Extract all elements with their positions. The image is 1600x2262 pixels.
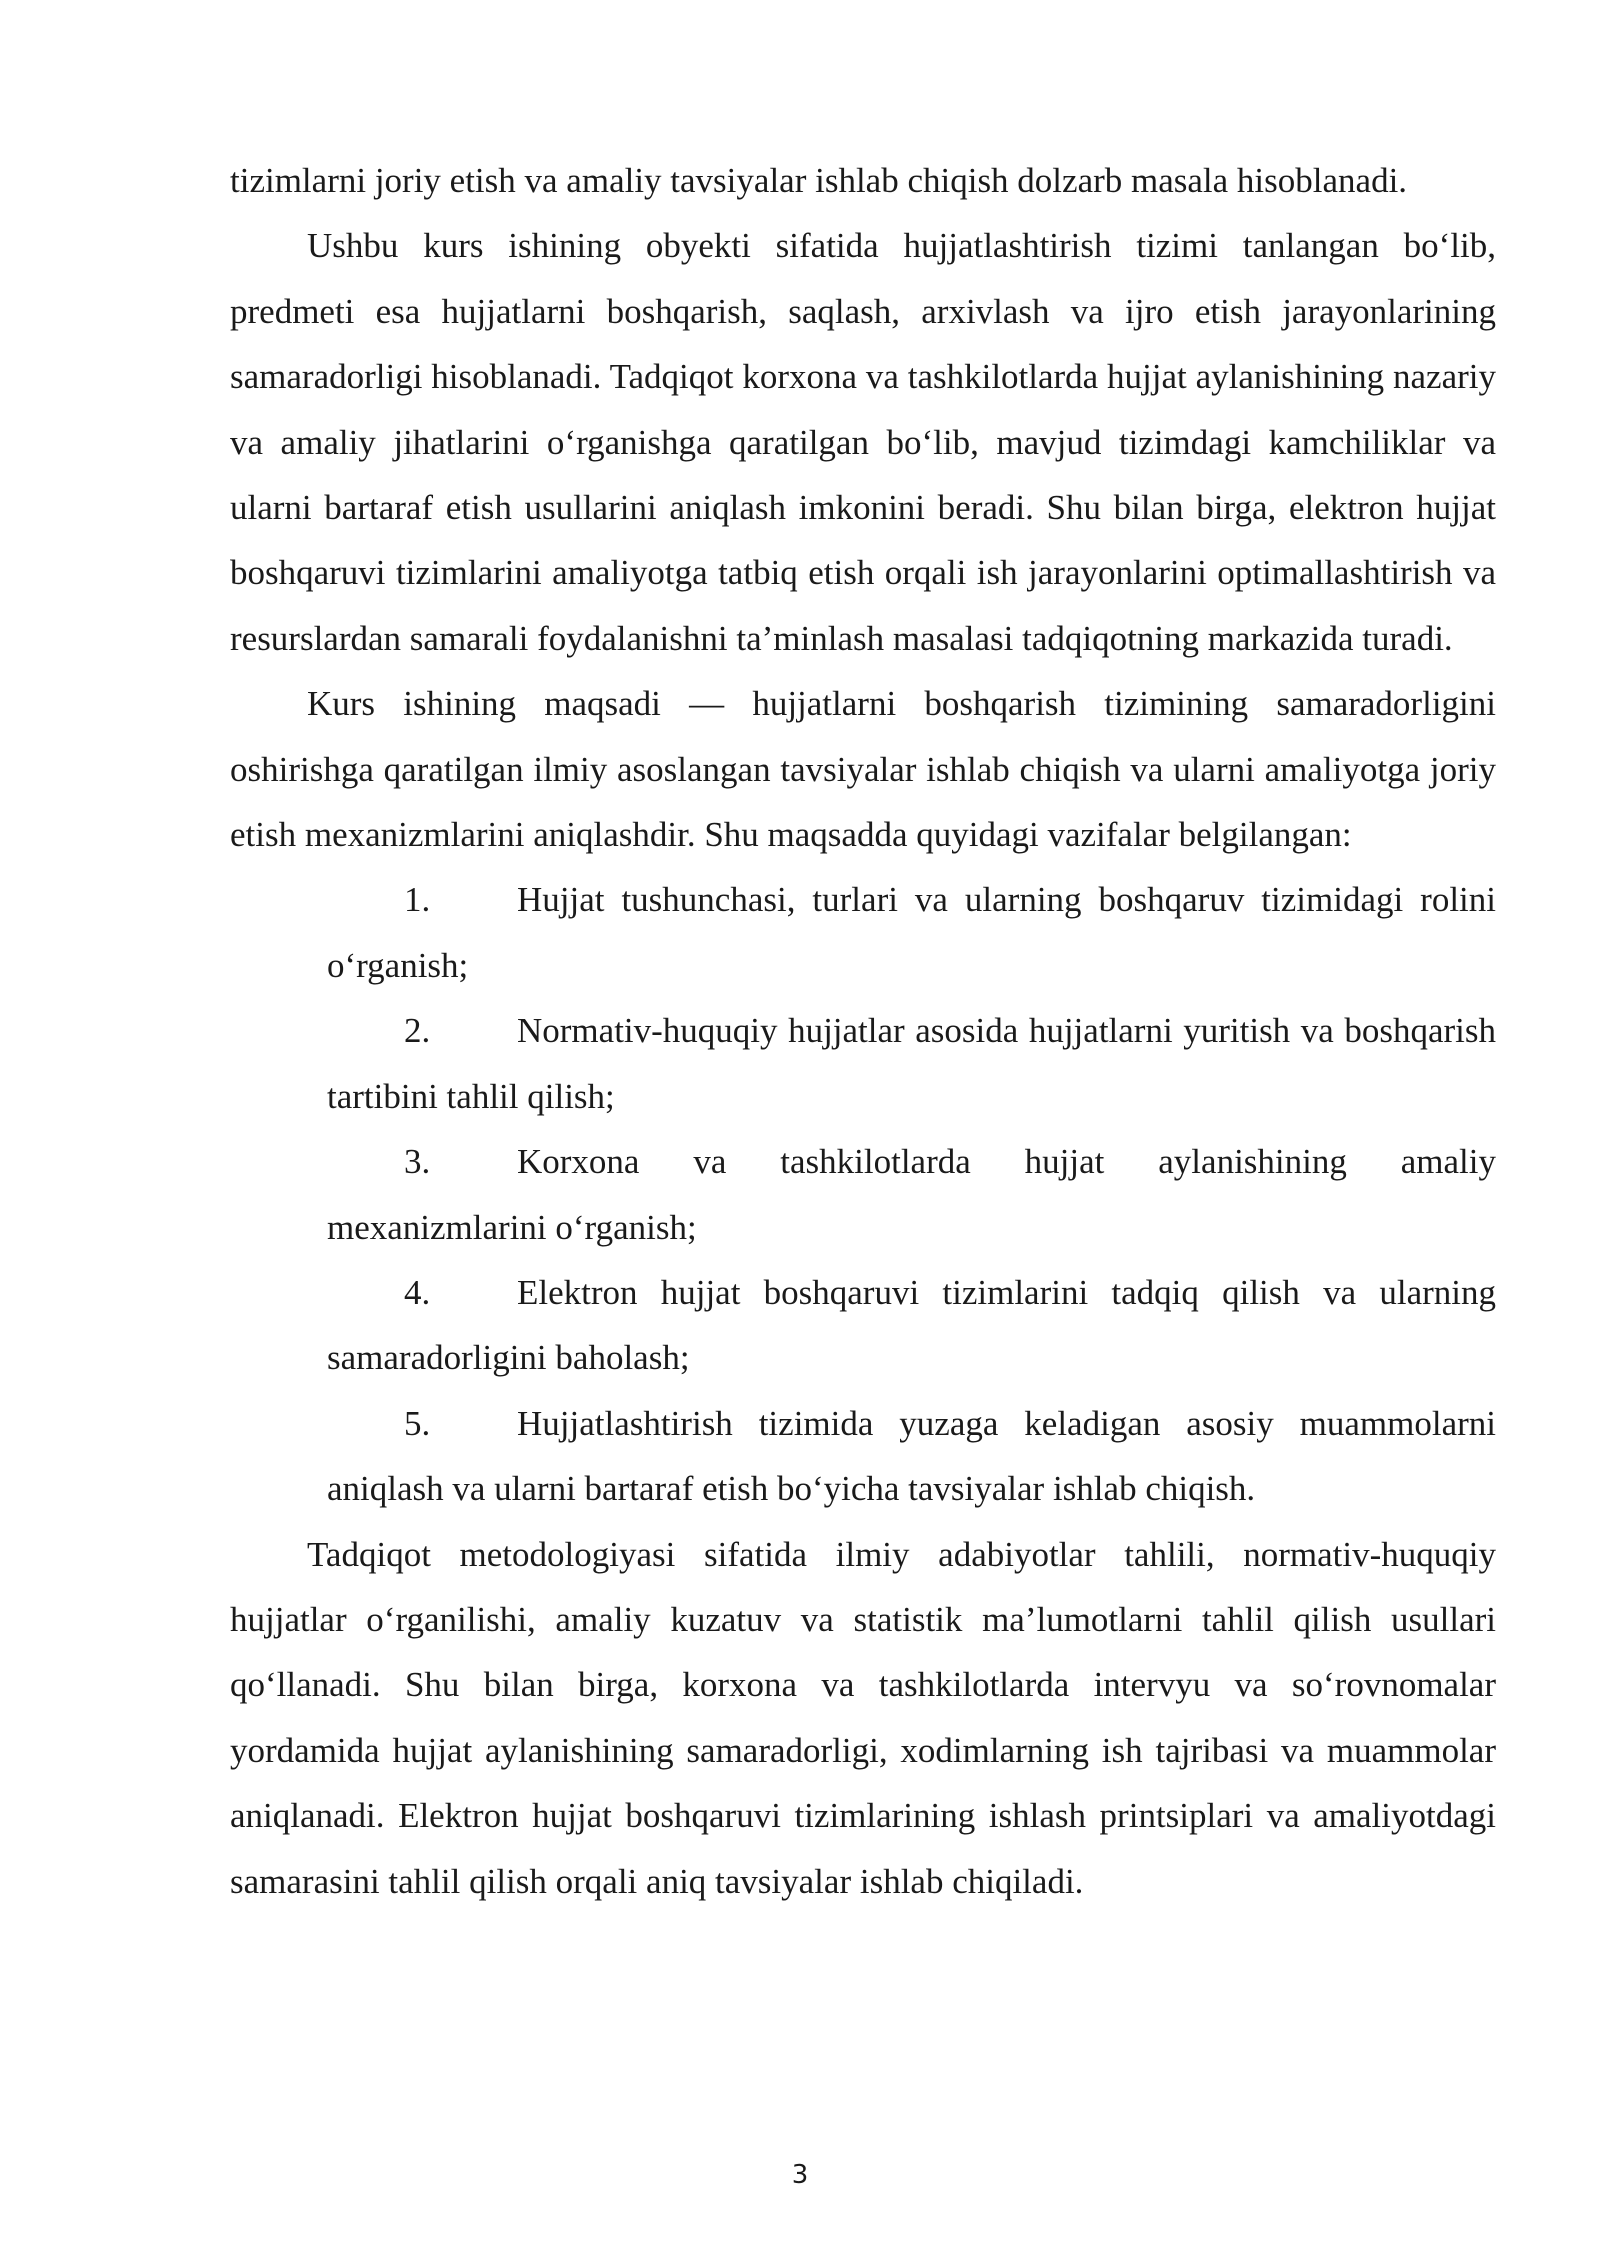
list-item-number: 5. — [404, 1403, 431, 1443]
list-item-number: 3. — [404, 1142, 431, 1182]
list-item-text: Hujjat tushunchasi, turlari va ularning boshqaruv tizimidagi rolini o‘rganish; — [327, 880, 1496, 985]
page-number: 3 — [791, 2160, 809, 2190]
list-item — [230, 998, 1496, 1129]
list-item-number: 4. — [404, 1272, 431, 1312]
list-item-text: Korxona va tashkilotlarda hujjat aylanishining amaliy mexanizmlarini o‘rganish; — [327, 1142, 1496, 1247]
paragraph-continuation: tizimlarni joriy etish va amaliy tavsiyalar ishlab chiqish dolzarb masala hisoblanadi. — [230, 161, 1408, 200]
paragraph-object-subject: Ushbu kurs ishining obyekti sifatida hujjatlashtirish tizimi tanlangan bo‘lib, predmeti esa hujjatlarni boshqarish, saqlash, arxivlash va ijro etish jarayonlarining samaradorligi hisoblanadi. Tadqiqot korxona va tashkilotlarda hujjat aylanishining nazariy va amaliy jihatlarini o‘rganishga qaratilgan bo‘lib, mavjud tizimdagi kamchiliklar va ularni bartaraf etish usullarini aniqlash imkonini beradi. Shu bilan birga, elektron hujjat boshqaruvi tizimlarini amaliyotga tatbiq etish orqali ish jarayonlarini optimallashtirish va resurslardan samarali foydalanishni ta’minlash masalasi tadqiqotning markazida turadi. — [230, 226, 1496, 658]
list-item-text: Elektron hujjat boshqaruvi tizimlarini tadqiq qilish va ularning samaradorligini baholash; — [327, 1272, 1496, 1378]
task-list — [230, 867, 1496, 1521]
list-item-text: Hujjatlashtirish tizimida yuzaga keladigan asosiy muammolarni aniqlash va ularni bartaraf etish bo‘yicha tavsiyalar ishlab chiqish. — [327, 1403, 1496, 1509]
list-item — [230, 1260, 1496, 1391]
list-item-number: 2. — [404, 1011, 431, 1051]
page-body — [230, 148, 1496, 1914]
list-item — [230, 867, 1496, 998]
list-item-text: Normativ-huquqiy hujjatlar asosida hujjatlarni yuritish va boshqarish tartibini tahlil qilish; — [327, 1011, 1496, 1116]
paragraph-methodology: Tadqiqot metodologiyasi sifatida ilmiy adabiyotlar tahlili, normativ-huquqiy hujjatlar o‘rganilishi, amaliy kuzatuv va statistik ma’lumotlarni tahlil qilish usullari qo‘llanadi. Shu bilan birga, korxona va tashkilotlarda intervyu va so‘rovnomalar yordamida hujjat aylanishining samaradorligi, xodimlarning ish tajribasi va muammolar aniqlanadi. Elektron hujjat boshqaruvi tizimlarining ishlash printsiplari va amaliyotdagi samarasini tahlil qilish orqali aniq tavsiyalar ishlab chiqiladi. — [230, 1534, 1496, 1901]
list-item — [230, 1391, 1496, 1522]
paragraph-goal: Kurs ishining maqsadi — hujjatlarni boshqarish tizimining samaradorligini oshirishga qaratilgan ilmiy asoslangan tavsiyalar ishlab chiqish va ularni amaliyotga joriy etish mexanizmlarini aniqlashdir. Shu maqsadda quyidagi vazifalar belgilangan: — [230, 684, 1496, 855]
list-item — [230, 1129, 1496, 1260]
list-item-number: 1. — [404, 880, 431, 920]
